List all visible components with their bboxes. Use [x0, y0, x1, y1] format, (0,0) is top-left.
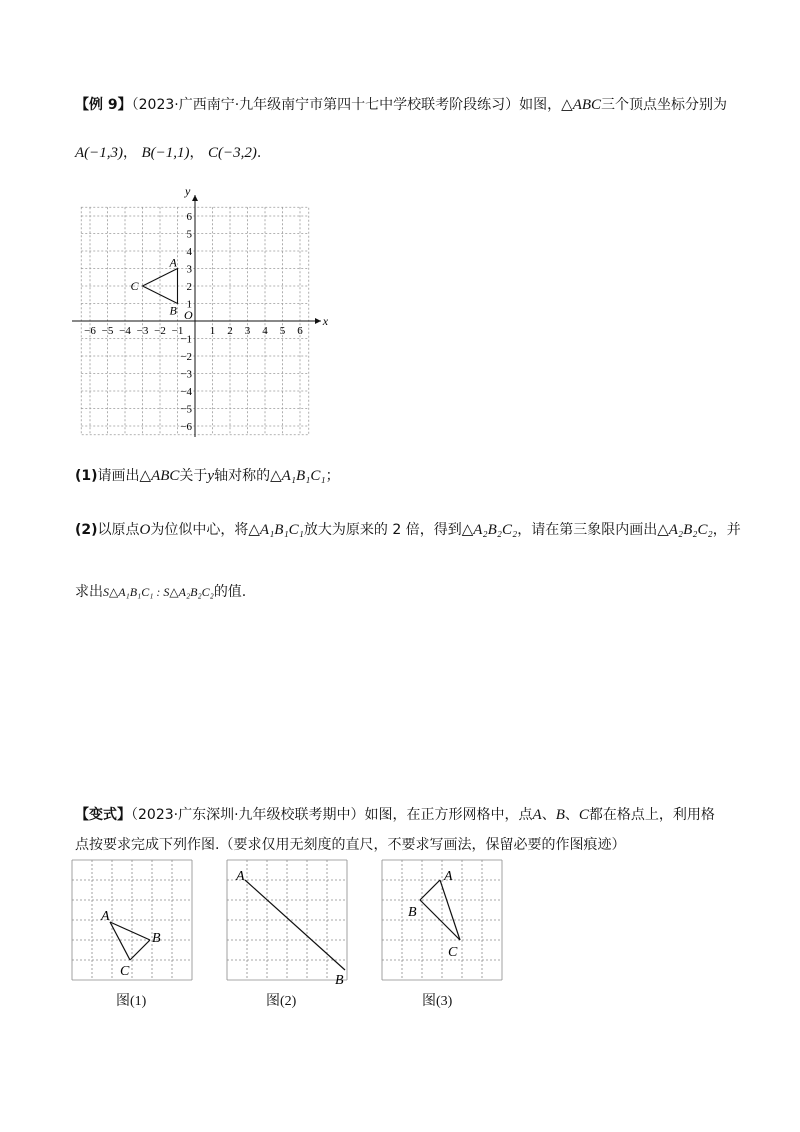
vertex-coordinates: [75, 143, 261, 163]
x-tick-label: −5: [101, 325, 114, 337]
y-tick-label: −6: [180, 421, 192, 433]
point-b: B: [555, 807, 565, 823]
q2-text: 放大为原来的 2 倍，得到: [303, 522, 462, 538]
x-tick-label: −3: [136, 325, 149, 337]
point-label-b: B: [169, 303, 177, 318]
fig3-label-a: A: [444, 869, 453, 884]
origin-label: O: [184, 308, 193, 322]
q2-text: ，并: [712, 522, 741, 538]
x-axis-label: x: [322, 314, 329, 328]
square-grid: [72, 860, 192, 980]
x-tick-label: −6: [84, 325, 96, 337]
triangle-abc-outline: [143, 269, 178, 304]
x-tick-label: 2: [227, 325, 233, 337]
triangle-a2b2c2: △A₂B₂C₂: [461, 522, 518, 538]
figure-3-caption: 图(3): [422, 994, 453, 1009]
figure-3: [380, 858, 510, 988]
separator: ，: [189, 145, 204, 161]
period: .: [256, 145, 262, 161]
q1-text: 请画出: [97, 468, 140, 484]
x-tick-label: −4: [119, 325, 131, 337]
triangle-abc-drawing: [131, 256, 178, 318]
q2-text: 的值.: [213, 584, 247, 600]
y-tick-label: 4: [186, 246, 192, 258]
tick-labels: [84, 211, 303, 433]
point-b-coord: B(−1,1): [141, 145, 190, 161]
question-2-line-2: [75, 582, 246, 602]
y-tick-label: −1: [180, 333, 192, 346]
triangle-abc: △ABC: [139, 468, 180, 484]
fig2-label-a: A: [236, 869, 245, 884]
fig2-label-b: B: [335, 973, 344, 988]
figure-2: [225, 858, 355, 988]
fig1-label-c: C: [120, 964, 130, 979]
fig3-label-c: C: [448, 945, 458, 960]
area-ratio: S△A₁B₁C₁ : S△A₂B₂C₂: [103, 585, 214, 599]
y-tick-label: 5: [186, 228, 192, 241]
example-source: （2023·广西南宁·九年级南宁市第四十七中学校联考阶段练习）如图，: [131, 97, 562, 113]
point-a: A: [532, 807, 542, 823]
variant-line-1: [75, 805, 715, 825]
separator: 、: [541, 807, 556, 823]
y-tick-label: −5: [180, 403, 192, 416]
y-tick-label: 1: [186, 298, 192, 311]
origin-symbol: O: [139, 522, 151, 538]
triangle-a1b1c1: △A₁B₁C₁: [270, 468, 326, 484]
y-tick-label: −2: [180, 351, 192, 363]
q2-text: ，请在第三象限内画出: [517, 522, 658, 538]
point-label-c: C: [130, 279, 139, 293]
x-tick-label: 1: [209, 325, 216, 337]
variant-text: 点按要求完成下列作图.（要求仅用无刻度的直尺，不要求写画法，保留必要的作图痕迹）: [75, 837, 626, 853]
figure-1-caption: 图(1): [116, 994, 147, 1009]
point-c-coord: C(−3,2): [207, 145, 257, 161]
q1-text: ；: [325, 468, 340, 484]
question-number: (1): [75, 468, 98, 484]
x-tick-label: 6: [297, 325, 303, 337]
y-tick-label: 6: [186, 211, 192, 223]
triangle-abc: △ABC: [561, 97, 602, 113]
question-1: [75, 466, 340, 486]
q1-text: 轴对称的: [214, 468, 271, 484]
point-a-coord: A(−1,3): [75, 145, 124, 161]
fig1-label-b: B: [152, 931, 161, 946]
x-tick-label: 4: [262, 325, 268, 337]
q2-text: 以原点: [97, 522, 140, 538]
triangle-a2b2c2: △A₂B₂C₂: [657, 522, 713, 538]
square-grid: [382, 860, 502, 980]
y-tick-label: −3: [180, 368, 192, 381]
triangle-a1b1c1: △A₁B₁C₁: [248, 522, 304, 538]
fig3-label-b: B: [408, 905, 417, 920]
variant-text: （2023·广东深圳·九年级校联考期中）如图，在正方形网格中，点: [131, 807, 533, 823]
fig1-label-a: A: [101, 909, 110, 924]
variant-line-2: [75, 835, 625, 855]
q1-text: 关于: [179, 468, 208, 484]
axis-name: y: [207, 468, 215, 484]
q2-text: 求出: [75, 584, 103, 600]
y-tick-label: −4: [180, 386, 192, 398]
x-tick-label: 3: [244, 325, 251, 337]
variant-tag: 【变式】: [75, 807, 131, 823]
coordinate-grid-figure: [70, 185, 330, 440]
axes: [72, 195, 321, 437]
x-tick-label: −2: [154, 325, 166, 337]
x-tick-label: 5: [279, 325, 286, 337]
x-tick-label: −1: [171, 325, 184, 337]
y-tick-label: 2: [186, 281, 192, 293]
figure-2-caption: 图(2): [266, 994, 297, 1009]
example-tag: 【例 9】: [75, 97, 132, 113]
question-number: (2): [75, 522, 98, 538]
q2-text: 为位似中心，将: [150, 522, 249, 538]
figure-1: [70, 858, 200, 988]
point-c: C: [578, 807, 589, 823]
y-axis-label: y: [185, 185, 191, 198]
variant-text: 都在格点上，利用格: [588, 807, 715, 823]
example-heading: [75, 95, 727, 115]
square-grid: [227, 860, 347, 980]
y-tick-label: 3: [186, 263, 192, 276]
question-2-line-1: [75, 520, 741, 540]
separator: 、: [564, 807, 579, 823]
example-tail: 三个顶点坐标分别为: [601, 97, 728, 113]
point-label-a: A: [169, 255, 177, 270]
separator: ，: [123, 145, 138, 161]
